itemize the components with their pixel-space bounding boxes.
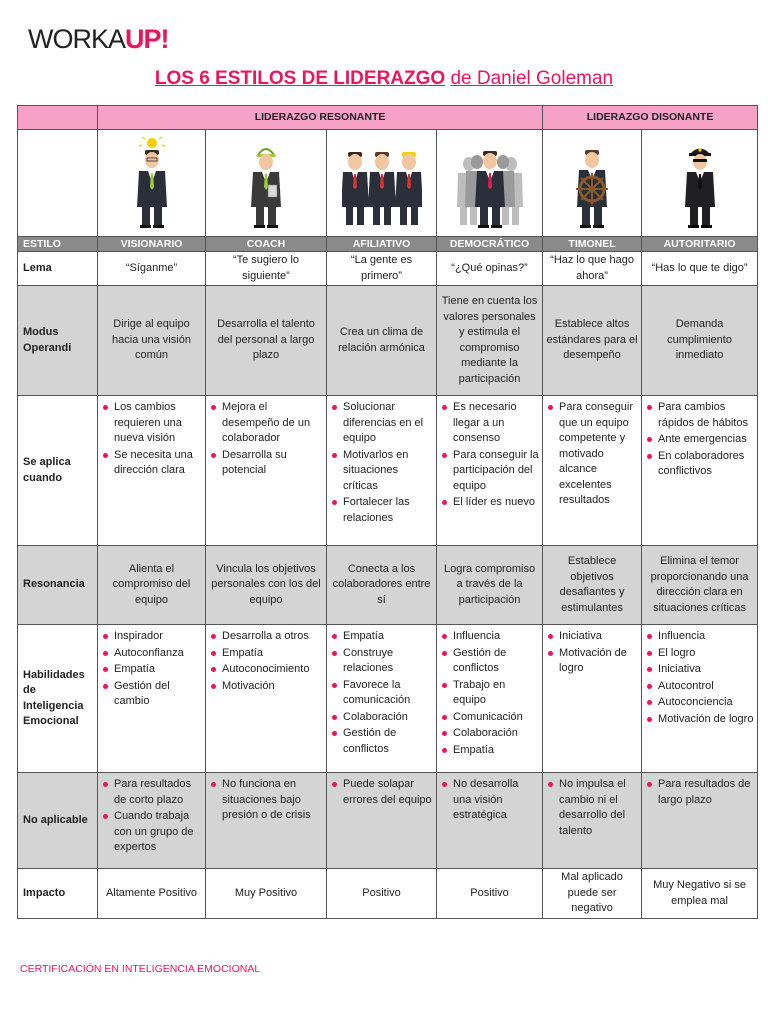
cell (642, 625, 758, 773)
group-resonant-header: LIDERAZGO RESONANTE (98, 106, 543, 130)
cell (437, 625, 543, 773)
list-item: Los cambios requieren una nueva visión (101, 400, 202, 447)
list-item: Desarrolla su potencial (209, 448, 323, 479)
header-blank-cell (18, 106, 98, 130)
leadership-styles-table (17, 105, 758, 919)
list-item: El líder es nuevo (440, 495, 539, 511)
cell: Muy Negativo si se emplea mal (642, 869, 758, 919)
cell: Positivo (437, 869, 543, 919)
list-item: Motivación de logro (645, 712, 754, 728)
cell (543, 625, 642, 773)
illustration-cell (206, 130, 327, 237)
cell: Dirige al equipo hacia una visión común (98, 286, 206, 396)
list-item: Iniciativa (546, 629, 638, 645)
cell (437, 396, 543, 546)
row-label: Resonancia (18, 546, 98, 625)
row-label: Lema (18, 252, 98, 286)
list-item: El logro (645, 646, 754, 662)
list-item: Motivarlos en situaciones críticas (330, 448, 433, 495)
cell (98, 625, 206, 773)
list-item: En colaboradores conflictivos (645, 449, 754, 480)
workaup-logo (28, 24, 169, 54)
list-item: Desarrolla a otros (209, 629, 323, 645)
list-item: Empatía (440, 743, 539, 759)
cell (642, 396, 758, 546)
list-item: Para resultados de largo plazo (645, 777, 754, 808)
cell (98, 396, 206, 546)
cell: Desarrolla el talento del personal a largo plazo (206, 286, 327, 396)
cell (206, 625, 327, 773)
list-item: Cuando trabaja con un grupo de expertos (101, 809, 202, 856)
list-item: Mejora el desempeño de un colaborador (209, 400, 323, 447)
page-title (0, 68, 768, 90)
authoritarian-leader-with-police-cap-icon (680, 137, 720, 229)
illustration-cell (437, 130, 543, 237)
cell (206, 773, 327, 869)
group-dissonant-header: LIDERAZGO DISONANTE (543, 106, 758, 130)
row-modus-operandi (18, 286, 758, 396)
cell: Crea un clima de relación armónica (327, 286, 437, 396)
list-item: Gestión de conflictos (330, 726, 433, 757)
list-item: Es necesario llegar a un consenso (440, 400, 539, 447)
cell: Muy Positivo (206, 869, 327, 919)
cell: Elimina el temor proporcionando una dirección clara en situaciones críticas (642, 546, 758, 625)
row-label: No aplicable (18, 773, 98, 869)
cell (543, 396, 642, 546)
list-item: Motivación (209, 679, 323, 695)
list-item: No impulsa el cambio ni el desarrollo del talento (546, 777, 638, 839)
cell: Tiene en cuenta los valores personales y estimula el compromiso mediante la participación (437, 286, 543, 396)
list-item: Inspirador (101, 629, 202, 645)
list-item: No desarrolla una visión estratégica (440, 777, 539, 824)
cell (543, 773, 642, 869)
cell (327, 625, 437, 773)
cell: “La gente es primero” (327, 252, 437, 286)
style-name: AFILIATIVO (327, 237, 437, 252)
style-name: AUTORITARIO (642, 237, 758, 252)
list-item: Autoconfianza (101, 646, 202, 662)
illustration-blank-cell (18, 130, 98, 237)
cell: “Síganme” (98, 252, 206, 286)
affiliative-leaders-group-icon (342, 137, 422, 229)
style-label: ESTILO (18, 237, 98, 252)
cell: “Haz lo que hago ahora” (543, 252, 642, 286)
list-item: Empatía (209, 646, 323, 662)
list-item: Empatía (330, 629, 433, 645)
row-no-aplicable (18, 773, 758, 869)
illustration-cell (98, 130, 206, 237)
list-item: Colaboración (330, 710, 433, 726)
list-item: Influencia (645, 629, 754, 645)
cell: Mal aplicado puede ser negativo (543, 869, 642, 919)
cell (642, 773, 758, 869)
cell: “Te sugiero lo siguiente” (206, 252, 327, 286)
row-label: Impacto (18, 869, 98, 919)
list-item: Autocontrol (645, 679, 754, 695)
cell: Establece altos estándares para el desempeño (543, 286, 642, 396)
row-se-aplica (18, 396, 758, 546)
list-item: Para resultados de corto plazo (101, 777, 202, 808)
list-item: Para cambios rápidos de hábitos (645, 400, 754, 431)
coach-leader-with-cap-icon (246, 137, 286, 229)
list-item: Construye relaciones (330, 646, 433, 677)
cell: “Has lo que te digo” (642, 252, 758, 286)
style-name: TIMONEL (543, 237, 642, 252)
cell: Establece objetivos desafiantes y estimulantes (543, 546, 642, 625)
row-label: Modus Operandi (18, 286, 98, 396)
title-main: LOS 6 ESTILOS DE LIDERAZGO (154, 68, 446, 89)
row-label: Se aplica cuando (18, 396, 98, 546)
list-item: Trabajo en equipo (440, 678, 539, 709)
list-item: Ante emergencias (645, 432, 754, 448)
row-habilidades (18, 625, 758, 773)
row-label: Habilidades de Inteligencia Emocional (18, 625, 98, 773)
list-item: No funciona en situaciones bajo presión o de crisis (209, 777, 323, 824)
cell (98, 773, 206, 869)
list-item: Para conseguir la participación del equipo (440, 448, 539, 495)
list-item: Comunicación (440, 710, 539, 726)
list-item: Autoconocimiento (209, 662, 323, 678)
list-item: Iniciativa (645, 662, 754, 678)
list-item: Colaboración (440, 726, 539, 742)
style-name: DEMOCRÁTICO (437, 237, 543, 252)
cell: Altamente Positivo (98, 869, 206, 919)
list-item: Para conseguir que un equipo competente y motivado alcance excelentes resultados (546, 400, 638, 509)
list-item: Fortalecer las relaciones (330, 495, 433, 526)
cell: Logra compromiso a través de la participación (437, 546, 543, 625)
democratic-leaders-group-icon (455, 137, 525, 229)
list-item: Favorece la comunicación (330, 678, 433, 709)
cell (437, 773, 543, 869)
footer-text: CERTIFICACIÓN EN INTELIGENCIA EMOCIONAL (20, 963, 261, 975)
list-item: Se necesita una dirección clara (101, 448, 202, 479)
cell: Positivo (327, 869, 437, 919)
logo-text-up: UP! (125, 24, 169, 54)
row-impacto (18, 869, 758, 919)
cell: “¿Qué opinas?” (437, 252, 543, 286)
cell (327, 773, 437, 869)
cell (206, 396, 327, 546)
row-resonancia (18, 546, 758, 625)
list-item: Puede solapar errores del equipo (330, 777, 433, 808)
list-item: Autoconciencia (645, 695, 754, 711)
cell: Vincula los objetivos personales con los del equipo (206, 546, 327, 625)
cell (327, 396, 437, 546)
row-lema (18, 252, 758, 286)
cell: Alienta el compromiso del equipo (98, 546, 206, 625)
helmsman-leader-with-wheel-icon (570, 137, 614, 229)
list-item: Influencia (440, 629, 539, 645)
visionary-leader-with-lightbulb-icon (132, 137, 172, 229)
illustration-cell (642, 130, 758, 237)
list-item: Gestión del cambio (101, 679, 202, 710)
list-item: Empatía (101, 662, 202, 678)
list-item: Solucionar diferencias en el equipo (330, 400, 433, 447)
logo-text-worka: WORKA (28, 24, 126, 54)
style-name: COACH (206, 237, 327, 252)
illustration-cell (543, 130, 642, 237)
illustration-row (18, 130, 758, 237)
cell: Demanda cumplimiento inmediato (642, 286, 758, 396)
illustration-cell (327, 130, 437, 237)
style-name: VISIONARIO (98, 237, 206, 252)
cell: Conecta a los colaboradores entre sí (327, 546, 437, 625)
list-item: Gestión de conflictos (440, 646, 539, 677)
list-item: Motivación de logro (546, 646, 638, 677)
title-author: de Daniel Goleman (450, 68, 614, 89)
